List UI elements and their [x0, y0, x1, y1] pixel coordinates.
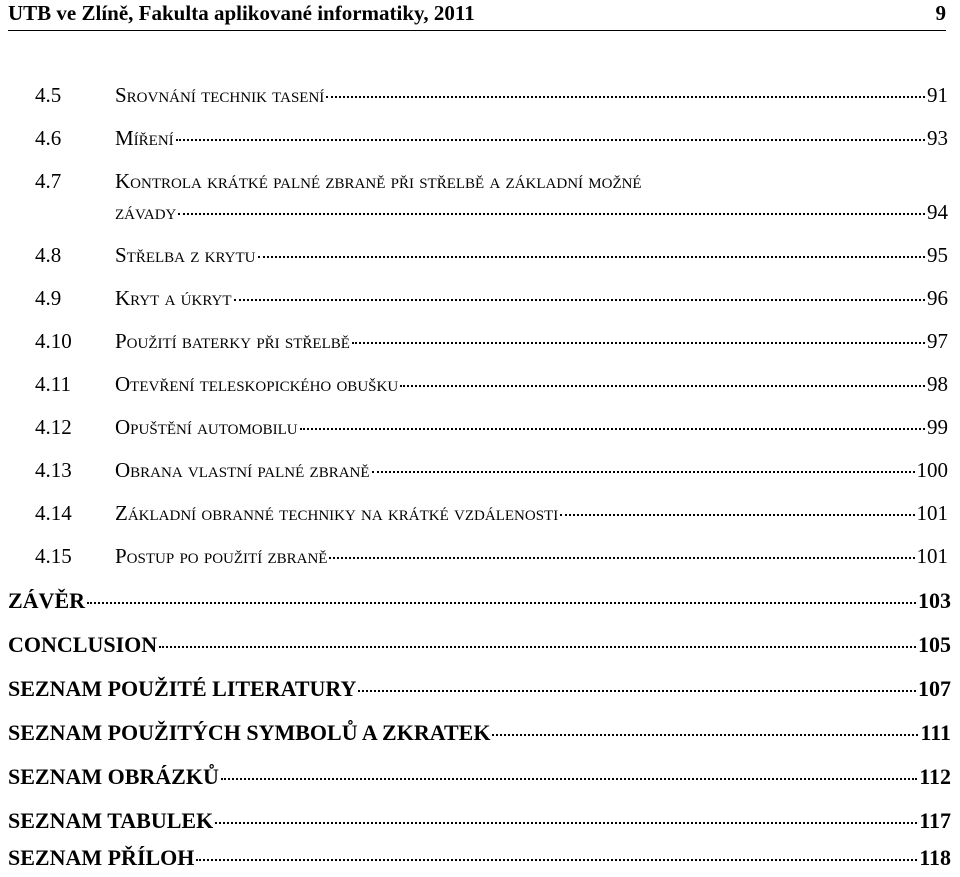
toc-chapter[interactable] [8, 808, 951, 838]
toc-entry[interactable] [35, 169, 642, 199]
toc-entry-title: Srovnání technik tasení [115, 83, 325, 107]
toc-entry-page: 101 [916, 501, 948, 525]
toc-chapter-title: SEZNAM PŘÍLOH [8, 845, 195, 870]
toc-entry-title: Míření [115, 126, 174, 150]
toc-entry-title: Otevření teleskopického obušku [115, 372, 399, 396]
toc-entry-title: Střelba z krytu [115, 243, 256, 267]
toc-chapter[interactable] [8, 845, 951, 875]
toc-entry-title: Postup po použití zbraně [115, 544, 328, 568]
toc-leader-dots [176, 139, 925, 141]
toc-chapter[interactable] [8, 764, 951, 794]
toc-chapter-page: 118 [919, 845, 951, 870]
page-header [8, 0, 946, 31]
toc-entry-page: 94 [927, 200, 948, 224]
toc-chapter[interactable] [8, 676, 951, 706]
toc-entry-page: 98 [927, 372, 948, 396]
toc-entry-title-cont: závady [115, 200, 177, 224]
toc-entry-page: 93 [927, 126, 948, 150]
toc-leader-dots [196, 859, 917, 861]
toc-entry-page: 95 [927, 243, 948, 267]
toc-entry[interactable] [35, 83, 948, 113]
toc-entry-page: 101 [916, 544, 948, 568]
toc-leader-dots [560, 514, 914, 516]
toc-entry-number: 4.12 [35, 415, 72, 439]
toc-entry-number: 4.8 [35, 243, 62, 267]
toc-leader-dots [215, 822, 917, 824]
toc-chapter-page: 103 [918, 588, 951, 613]
toc-leader-dots [87, 602, 916, 604]
toc-entry-number: 4.14 [35, 501, 72, 525]
toc-entry-number: 4.11 [35, 372, 71, 396]
toc-entry[interactable] [35, 544, 948, 574]
toc-chapter-title: SEZNAM TABULEK [8, 808, 214, 833]
toc-chapter[interactable] [8, 632, 951, 662]
toc-entry-page: 91 [927, 83, 948, 107]
toc-entry-title: Opuštění automobilu [115, 415, 298, 439]
toc-leader-dots [234, 299, 925, 301]
toc-entry[interactable] [35, 329, 948, 359]
toc-chapter-page: 111 [920, 720, 951, 745]
toc-chapter[interactable] [8, 720, 951, 750]
toc-entry[interactable] [35, 458, 948, 488]
toc-entry[interactable] [35, 126, 948, 156]
toc-leader-dots [352, 342, 925, 344]
toc-leader-dots [258, 256, 925, 258]
toc-entry-number: 4.9 [35, 286, 62, 310]
toc-entry-title: Kryt a úkryt [115, 286, 232, 310]
toc-chapter-title: CONCLUSION [8, 632, 158, 657]
toc-leader-dots [400, 385, 925, 387]
toc-chapter-title: SEZNAM OBRÁZKŮ [8, 764, 219, 789]
toc-chapter-title: SEZNAM POUŽITÉ LITERATURY [8, 676, 357, 701]
toc-chapter-page: 112 [919, 764, 951, 789]
toc-leader-dots [358, 690, 916, 692]
toc-leader-dots [221, 778, 917, 780]
toc-entry-number: 4.15 [35, 544, 72, 568]
toc-leader-dots [329, 557, 914, 559]
toc-entry-page: 97 [927, 329, 948, 353]
toc-entry-page: 99 [927, 415, 948, 439]
toc-entry-number: 4.5 [35, 83, 62, 107]
toc-entry-title: Základní obranné techniky na krátké vzdálenosti [115, 501, 559, 525]
toc-entry-page: 96 [927, 286, 948, 310]
toc-leader-dots [372, 471, 915, 473]
toc-entry[interactable] [35, 243, 948, 273]
toc-entry[interactable] [35, 415, 948, 445]
toc-entry-title: Použití baterky při střelbě [115, 329, 350, 353]
toc-chapter-page: 117 [919, 808, 951, 833]
toc-entry[interactable] [35, 372, 948, 402]
toc-chapter-title: SEZNAM POUŽITÝCH SYMBOLŮ A ZKRATEK [8, 720, 491, 745]
header-title: UTB ve Zlíně, Fakulta aplikované informatiky, 2011 [8, 1, 475, 25]
toc-chapter[interactable] [8, 588, 951, 618]
toc-chapter-page: 107 [918, 676, 951, 701]
toc-leader-dots [326, 96, 925, 98]
toc-chapter-page: 105 [918, 632, 951, 657]
toc-entry-page: 100 [916, 458, 948, 482]
toc-leader-dots [492, 734, 918, 736]
toc-entry[interactable] [35, 286, 948, 316]
toc-leader-dots [300, 428, 925, 430]
toc-entry-title: Obrana vlastní palné zbraně [115, 458, 370, 482]
toc-chapter-title: ZÁVĚR [8, 588, 86, 613]
header-page-number: 9 [935, 1, 946, 25]
toc-leader-dots [178, 213, 925, 215]
toc-entry-number: 4.6 [35, 126, 62, 150]
toc-entry-number: 4.13 [35, 458, 72, 482]
toc-entry-continuation[interactable] [115, 200, 948, 230]
toc-entry-number: 4.10 [35, 329, 72, 353]
toc-entry[interactable] [35, 501, 948, 531]
toc-leader-dots [159, 646, 916, 648]
toc-entry-number: 4.7 [35, 169, 62, 193]
toc-entry-title: Kontrola krátké palné zbraně při střelbě a základní možné [115, 169, 642, 193]
